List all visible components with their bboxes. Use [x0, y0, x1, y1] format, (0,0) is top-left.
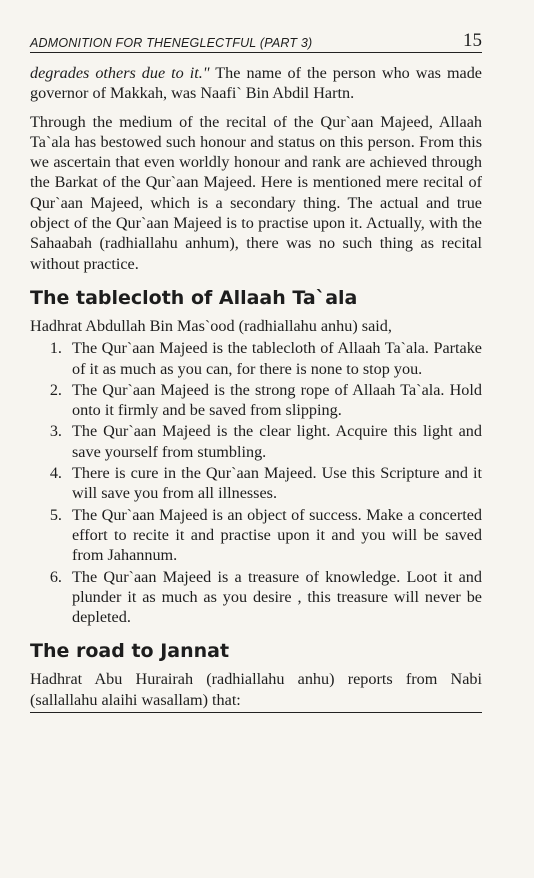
paragraph-2: Through the medium of the recital of the Qur`aan Majeed, Allaah Ta`ala has bestowed such honour and status on this person. From this we ascertain that even worldly honour and rank are achieved through the Barkat of the Qur`aan Majeed. Here is mentioned mere recital of Qur`aan Majeed, which is a secondary thing. The actual and true object of the Qur`aan Majeed is to practise upon it. Actually, with the Sahaabah (radhiallahu anhum), there was no such thing as recital without practice.: [30, 112, 482, 273]
quote-ending: degrades others due to it.": [30, 64, 210, 82]
footer-rule: [30, 712, 482, 713]
numbered-list: [30, 338, 482, 627]
list-item: 2. The Qur`aan Majeed is the strong rope of Allaah Ta`ala. Hold onto it firmly and be saved from slipping.: [66, 380, 482, 421]
running-header: [30, 28, 482, 53]
list-item: 1. The Qur`aan Majeed is the tablecloth of Allaah Ta`ala. Partake of it as much as you can, for there is none to stop you.: [66, 338, 482, 379]
page-number: 15: [463, 30, 482, 51]
running-title: ADMONITION FOR THENEGLECTFUL (PART 3): [30, 36, 313, 50]
section-2-intro: Hadhrat Abu Hurairah (radhiallahu anhu) reports from Nabi (sallallahu alaihi wasallam) that:: [30, 670, 482, 709]
list-item: 3. The Qur`aan Majeed is the clear light. Acquire this light and save yourself from stumbling.: [66, 421, 482, 462]
section-1-intro: Hadhrat Abdullah Bin Mas`ood (radhiallahu anhu) said,: [30, 316, 392, 335]
list-item: 4. There is cure in the Qur`aan Majeed. Use this Scripture and it will save you from all illnesses.: [66, 463, 482, 504]
book-page: [30, 28, 482, 713]
list-item: 6. The Qur`aan Majeed is a treasure of knowledge. Loot it and plunder it as much as you desire , this treasure will never be depleted.: [66, 567, 482, 628]
list-item: 5. The Qur`aan Majeed is an object of success. Make a concerted effort to recite it and practise upon it and you will be saved from Jahannum.: [66, 505, 482, 566]
section-heading-tablecloth: The tablecloth of Allaah Ta`ala: [30, 286, 358, 309]
section-heading-road-to-jannat: The road to Jannat: [30, 640, 230, 663]
paragraph-1: [30, 63, 482, 104]
paragraph-1-text: The name of the person who was made governor of Makkah, was Naafi` Bin Abdil Hartn.: [30, 64, 482, 103]
